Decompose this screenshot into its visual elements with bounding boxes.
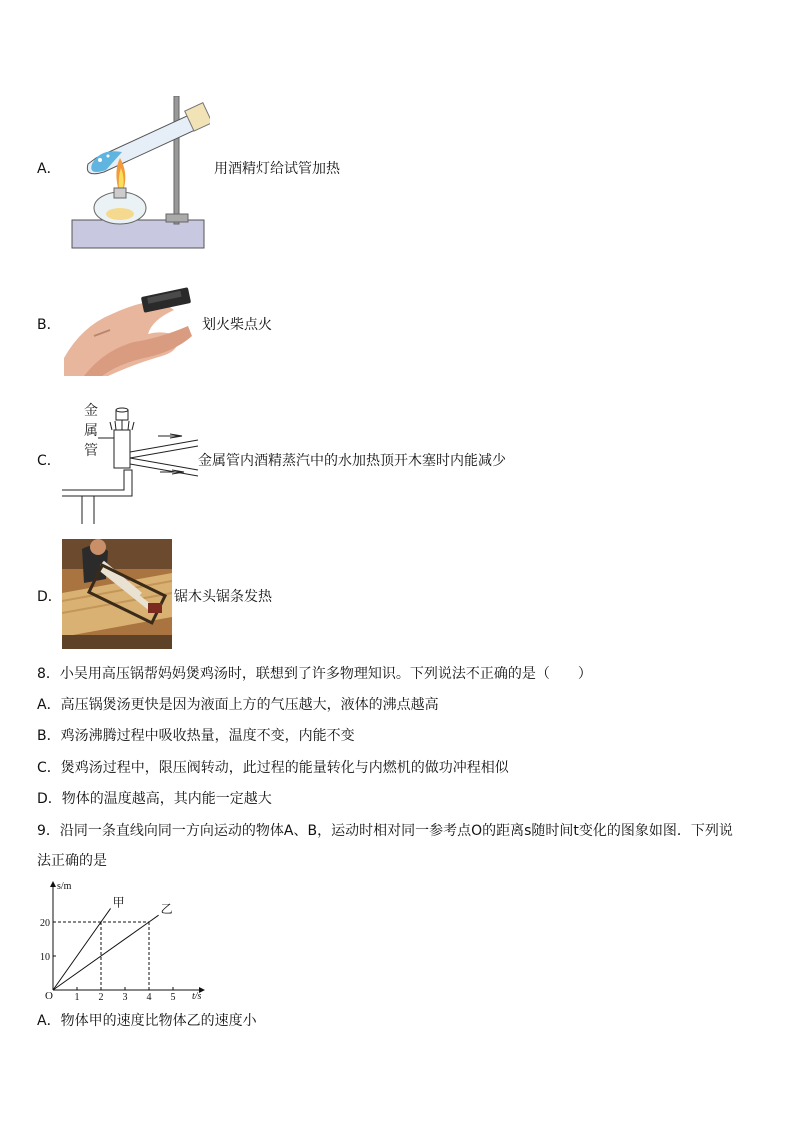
q8-option-c: C．煲鸡汤过程中，限压阀转动，此过程的能量转化与内燃机的做功冲程相似 — [37, 760, 509, 776]
x-tick-label: 3 — [122, 992, 128, 1002]
series-line-甲 — [53, 908, 111, 990]
y-axis-label: s/m — [57, 881, 72, 892]
figure-label-shu: 属 — [84, 423, 98, 439]
st-graph — [38, 878, 208, 1002]
striking-match-icon — [64, 280, 198, 376]
x-tick-label: 1 — [74, 992, 80, 1002]
x-tick-label: 5 — [170, 992, 176, 1002]
q9-option-a: A．物体甲的速度比物体乙的速度小 — [37, 1013, 257, 1029]
origin-label: O — [45, 990, 53, 1002]
q9-stem-line2: 法正确的是 — [37, 853, 107, 869]
q8-stem: 8．小吴用高压锅帮妈妈煲鸡汤时，联想到了许多物理知识。下列说法不正确的是（ ） — [37, 666, 592, 682]
metal-tube-friction-icon — [60, 400, 202, 526]
alcohol-lamp-heating-test-tube-icon — [70, 96, 210, 250]
series-line-乙 — [53, 915, 159, 990]
y-tick-label: 10 — [40, 952, 50, 963]
option-a-caption: 用酒精灯给试管加热 — [214, 161, 340, 177]
option-c-caption: 金属管内酒精蒸汽中的水加热顶开木塞时内能减少 — [198, 453, 506, 469]
q9-stem-line1: 9．沿同一条直线向同一方向运动的物体A、B，运动时相对同一参考点O的距离s随时间t变化的图象如图．下列说 — [37, 823, 733, 839]
series-label: 甲 — [112, 895, 125, 910]
y-tick-label: 20 — [40, 918, 50, 929]
figure-label-guan: 管 — [84, 443, 98, 459]
q8-option-d: D．物体的温度越高，其内能一定越大 — [37, 791, 272, 807]
option-b-letter: B． — [37, 317, 61, 333]
option-d-letter: D． — [37, 589, 62, 605]
option-c-letter: C． — [37, 453, 61, 469]
x-tick-label: 4 — [146, 992, 152, 1002]
sawing-wood-icon — [62, 539, 172, 649]
q8-option-a: A．高压锅煲汤更快是因为液面上方的气压越大，液体的沸点越高 — [37, 697, 439, 713]
option-b-caption: 划火柴点火 — [202, 317, 272, 333]
option-d-caption: 锯木头锯条发热 — [174, 589, 272, 605]
option-a-letter: A． — [37, 161, 61, 177]
x-axis-label: t/s — [192, 991, 202, 1002]
q8-option-b: B．鸡汤沸腾过程中吸收热量，温度不变，内能不变 — [37, 728, 355, 744]
figure-label-jin: 金 — [84, 403, 98, 419]
x-tick-label: 2 — [98, 992, 104, 1002]
series-label: 乙 — [160, 902, 173, 917]
